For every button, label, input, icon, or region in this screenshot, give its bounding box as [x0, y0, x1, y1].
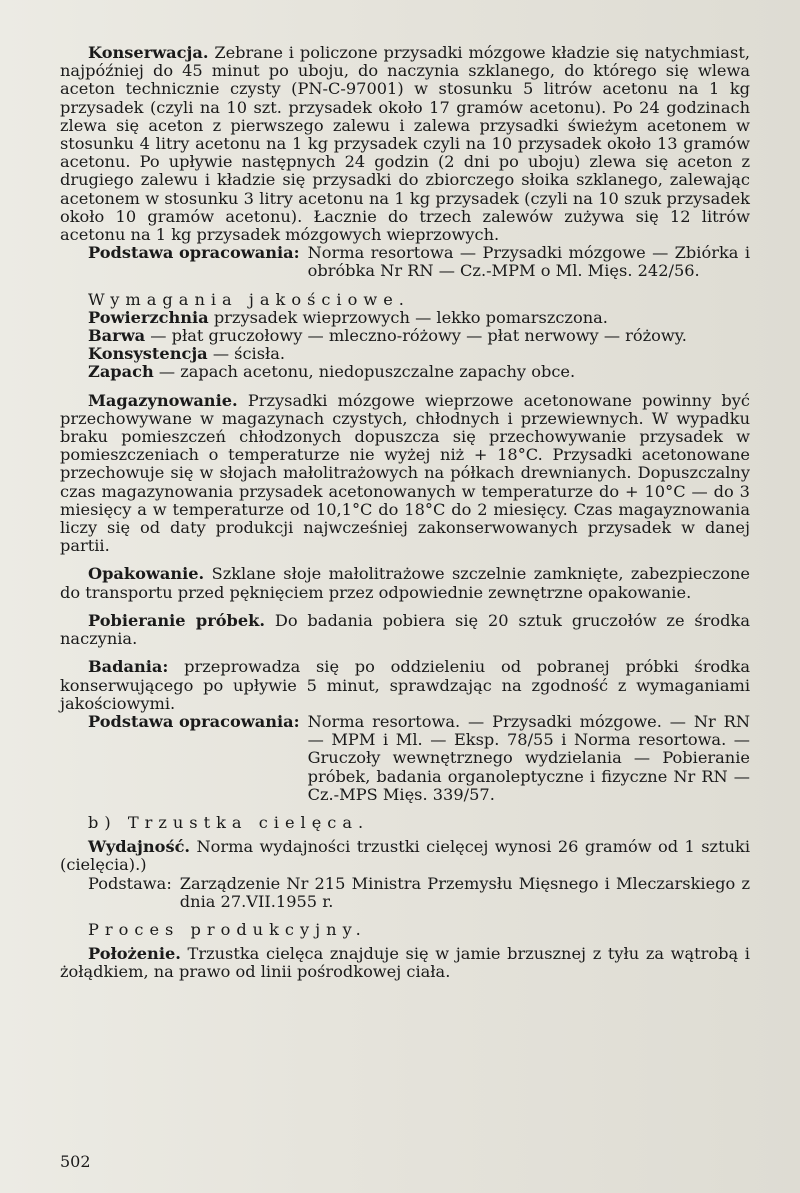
quality-smell-label: Zapach [88, 362, 154, 382]
text-sampling: Do badania pobiera się 20 sztuk gruczołów ze środka naczynia. [60, 610, 750, 649]
heading-packaging: Opakowanie. [88, 564, 205, 584]
paragraph-yield [60, 838, 750, 874]
heading-testing: Badania: [88, 657, 169, 677]
paragraph-storage [60, 392, 750, 556]
text-testing: przeprowadza się po oddzieleniu od pobranej próbki środka konserwującego po upływie 5 minut, sprawdzając na zgodność z wymaganiami jakościowymi. [60, 657, 750, 713]
heading-process: Proces produkcyjny. [88, 919, 367, 939]
text-yield: Norma wydajności trzustki cielęcej wynosi 26 gramów od 1 sztuki (cielęcia).) [60, 837, 750, 875]
basis-block-2 [88, 713, 750, 804]
basis-label-3: Podstawa: [88, 873, 172, 893]
quality-surface-label: Powierzchnia [88, 307, 209, 327]
paragraph-location [60, 945, 750, 981]
heading-storage: Magazynowanie. [88, 390, 238, 410]
paragraph-sampling [60, 612, 750, 648]
quality-color-text: — płat gruczołowy — mleczno-różowy — płat nerwowy — różowy. [145, 326, 687, 346]
basis-text-1: Norma resortowa — Przysadki mózgowe — Zbiórka i obróbka Nr RN — Cz.-MPM o Ml. Mięs. 242/56. [307, 243, 750, 281]
heading-conservation: Konserwacja. [88, 43, 209, 62]
text-conservation: Zebrane i policzone przysadki mózgowe kładzie się natychmiast, najpóźniej do 45 minut po uboju, do naczynia szklanego, do którego się wlewa aceton technicznie czysty (PN-C-97001) w stosunku 5 litrów acetonu na 1 kg przysadek (czyli na 10 szt. przysadek około 17 gramów acetonu). Po 24 godzinach zlewa się aceton z pierwszego zalewu i zalewa przysadki świeżym acetonem w stosunku 4 litry acetonu na 1 kg przysadek czyli na 10 przysadek około 13 gramów acetonu. Po upływie następnych 24 godzin (2 dni po uboju) zlewa się aceton z drugiego zalewu i kładzie się przysadki do zbiorczego słoika szklanego, zalewając acetonem w stosunku 3 litry acetonu na 1 kg przysadek (czyli na 10 szuk przysadek około 10 gramów acetonu). Łacznie do trzech zalewów zużywa się 12 litrów acetonu na 1 kg przysadek mózgowych wieprzowych. [60, 43, 750, 245]
basis-label-2: Podstawa opracowania: [88, 711, 300, 731]
paragraph-packaging [60, 565, 750, 601]
basis-block-1 [88, 244, 750, 280]
heading-section-b: b) Trzustka cielęca. [88, 812, 370, 832]
basis-block-3 [88, 875, 750, 911]
page-number: 502 [60, 1152, 91, 1171]
text-location: Trzustka cielęca znajduje się w jamie brzusznej z tyłu za wątrobą i żołądkiem, na prawo od linii pośrodkowej ciała. [60, 944, 750, 982]
paragraph-testing [60, 658, 750, 713]
paragraph-conservation [60, 44, 750, 244]
heading-quality: Wymagania jakościowe. [88, 289, 410, 309]
quality-surface-text: przysadek wieprzowych — lekko pomarszczona. [208, 307, 608, 327]
heading-yield: Wydajność. [88, 837, 191, 857]
basis-text-3: Zarządzenie Nr 215 Ministra Przemysłu Mięsnego i Mleczarskiego z dnia 27.VII.1955 r. [179, 873, 750, 911]
quality-consistency-label: Konsystencja [88, 344, 208, 364]
heading-location: Położenie. [88, 944, 181, 964]
quality-color-label: Barwa [88, 326, 146, 346]
quality-color [60, 327, 750, 345]
quality-consistency-text: — ścisła. [207, 344, 286, 364]
quality-smell-text: — zapach acetonu, niedopuszczalne zapachy obce. [153, 362, 576, 382]
basis-text-2: Norma resortowa. — Przysadki mózgowe. — Nr RN — MPM i Ml. — Eksp. 78/55 i Norma resortowa. — Gruczoły wewnętrznego wydzielania — Pobieranie próbek, badania organoleptyczne i fizyczne Nr RN — Cz.-MPS Mięs. 339/57. [307, 711, 750, 804]
quality-consistency [60, 345, 750, 363]
text-storage: Przysadki mózgowe wieprzowe acetonowane powinny być przechowywane w magazynach czystych, chłodnych i przewiewnych. W wypadku braku pomieszczeń chłodzonych dopuszcza się przechowywanie przysadek w pomieszczeniach o temperaturze nie wyżej niż + 18°C. Przysadki acetonowane przechowuje się w słojach małolitrażowych na półkach drewnianych. Dopuszczalny czas magazynowania przysadek acetonowanych w temperaturze do + 10°C — do 3 miesięcy a w temperaturze od 10,1°C do 18°C do 2 miesięcy. Czas magayznowania liczy się od daty produkcji najwcześniej zakonserwowanych przysadek w danej partii. [60, 390, 750, 556]
heading-sampling: Pobieranie próbek. [88, 610, 265, 630]
text-packaging: Szklane słoje małolitrażowe szczelnie zamknięte, zabezpieczone do transportu przed pęknięciem przez odpowiednie zewnętrzne opakowanie. [60, 564, 750, 602]
quality-smell [60, 363, 750, 381]
page-content [60, 44, 750, 982]
quality-surface [60, 309, 750, 327]
basis-label-1: Podstawa opracowania: [88, 243, 300, 263]
